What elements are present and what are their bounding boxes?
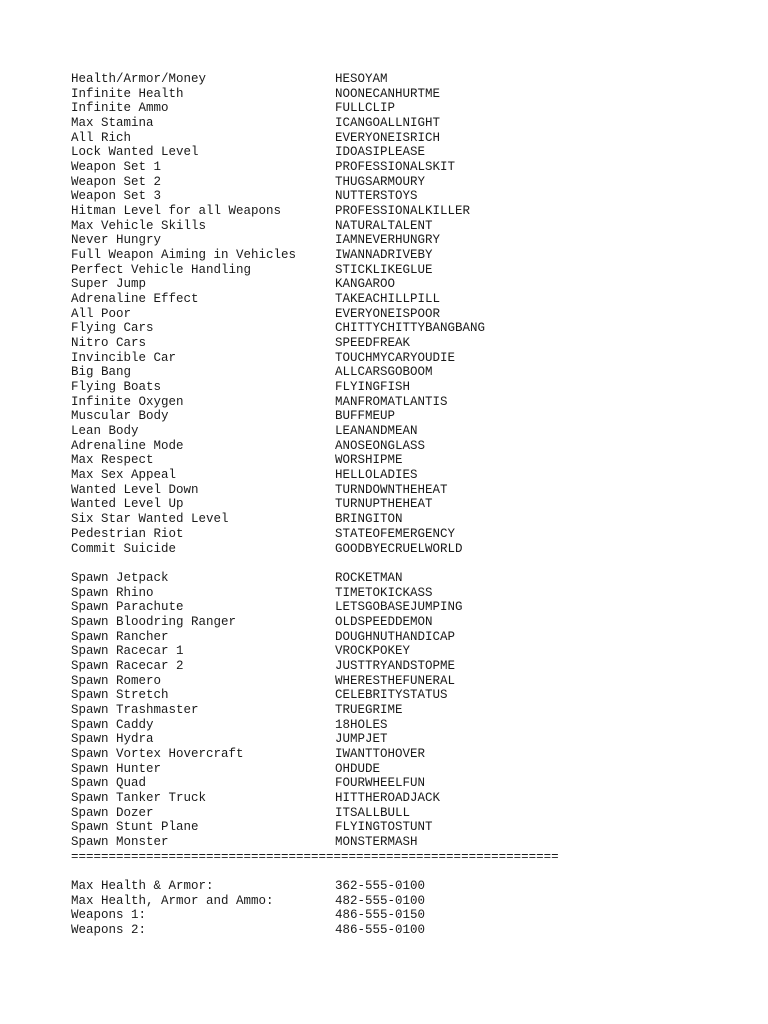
spawn-row xyxy=(71,776,711,791)
cheat-row-label: Max Vehicle Skills xyxy=(71,218,207,233)
cheat-row xyxy=(71,321,711,336)
cheat-row xyxy=(71,424,711,439)
phone-code-row xyxy=(71,923,711,938)
cheat-row xyxy=(71,101,711,116)
cheat-row xyxy=(71,87,711,102)
spawn-row-code: FLYINGTOSTUNT xyxy=(335,820,433,835)
spawn-row-code: JUMPJET xyxy=(335,732,388,747)
cheat-row-label: Flying Boats xyxy=(71,380,162,395)
cheat-row xyxy=(71,307,711,322)
phone-code-row xyxy=(71,908,711,923)
cheat-row-code: NOONECANHURTME xyxy=(335,86,441,101)
cheat-row-code: FULLCLIP xyxy=(335,101,396,116)
spawn-row xyxy=(71,571,711,586)
cheat-row xyxy=(71,512,711,527)
cheat-row-label: Lock Wanted Level xyxy=(71,145,199,160)
cheat-row-label: Big Bang xyxy=(71,365,132,380)
phone-code-row-label: Weapons 1: xyxy=(71,908,147,923)
cheat-row-label: Muscular Body xyxy=(71,409,169,424)
spawn-row-code: CELEBRITYSTATUS xyxy=(335,688,448,703)
cheat-row xyxy=(71,292,711,307)
spawn-row-label: Spawn Hydra xyxy=(71,732,154,747)
cheat-row-label: Hitman Level for all Weapons xyxy=(71,204,282,219)
cheat-row-code: HESOYAM xyxy=(335,72,388,86)
spawn-row-label: Spawn Vortex Hovercraft xyxy=(71,746,244,761)
cheat-row xyxy=(71,453,711,468)
cheat-row-code: FLYINGFISH xyxy=(335,380,411,395)
cheat-row xyxy=(71,468,711,483)
cheat-row-label: Infinite Oxygen xyxy=(71,394,184,409)
spawn-row-code: WHERESTHEFUNERAL xyxy=(335,673,456,688)
spawn-row-label: Spawn Caddy xyxy=(71,717,154,732)
cheat-row xyxy=(71,72,711,87)
cheat-row xyxy=(71,263,711,278)
cheat-row-label: Infinite Ammo xyxy=(71,101,169,116)
cheat-row-label: Nitro Cars xyxy=(71,336,147,351)
spawn-row-code: MONSTERMASH xyxy=(335,834,418,849)
cheat-row xyxy=(71,351,711,366)
spawn-row-code: FOURWHEELFUN xyxy=(335,776,426,791)
cheat-row-label: All Rich xyxy=(71,130,132,145)
cheat-row xyxy=(71,542,711,557)
cheat-row xyxy=(71,145,711,160)
spawn-row-label: Spawn Hunter xyxy=(71,761,162,776)
phone-code-row-label: Max Health, Armor and Ammo: xyxy=(71,893,274,908)
spawn-row xyxy=(71,586,711,601)
spawn-row-label: Spawn Racecar 1 xyxy=(71,644,184,659)
cheat-row-label: Never Hungry xyxy=(71,233,162,248)
cheat-row-code: STATEOFEMERGENCY xyxy=(335,526,456,541)
divider-line: ================================================================= xyxy=(71,849,559,864)
cheat-row-code: IAMNEVERHUNGRY xyxy=(335,233,441,248)
cheat-row-label: Weapon Set 2 xyxy=(71,174,162,189)
cheat-row-code: NATURALTALENT xyxy=(335,218,433,233)
spawn-row-label: Spawn Romero xyxy=(71,673,162,688)
phone-code-row xyxy=(71,879,711,894)
cheat-row-label: Max Sex Appeal xyxy=(71,468,177,483)
cheat-row xyxy=(71,497,711,512)
phone-code-row-code: 486-555-0150 xyxy=(335,908,426,923)
cheat-row-label: Pedestrian Riot xyxy=(71,526,184,541)
phone-code-row-code: 482-555-0100 xyxy=(335,893,426,908)
spawn-row xyxy=(71,747,711,762)
cheat-row-label: Wanted Level Up xyxy=(71,497,184,512)
spawn-row-label: Spawn Tanker Truck xyxy=(71,790,207,805)
spawn-row-code: VROCKPOKEY xyxy=(335,644,411,659)
cheat-row-code: IWANNADRIVEBY xyxy=(335,248,433,263)
cheat-row xyxy=(71,189,711,204)
phone-code-row xyxy=(71,894,711,909)
cheat-row-code: BRINGITON xyxy=(335,512,403,527)
spawn-row xyxy=(71,630,711,645)
cheat-row-code: EVERYONEISRICH xyxy=(335,130,441,145)
spawn-row-label: Spawn Monster xyxy=(71,834,169,849)
cheat-row-label: Invincible Car xyxy=(71,350,177,365)
cheat-row-code: ALLCARSGOBOOM xyxy=(335,365,433,380)
spawn-row-code: OLDSPEEDDEMON xyxy=(335,614,433,629)
cheat-row-label: Commit Suicide xyxy=(71,541,177,556)
cheat-row xyxy=(71,336,711,351)
cheat-row xyxy=(71,409,711,424)
cheat-row xyxy=(71,248,711,263)
cheat-row-label: Super Jump xyxy=(71,277,147,292)
spawn-row-label: Spawn Rhino xyxy=(71,585,154,600)
cheat-row xyxy=(71,380,711,395)
cheat-row xyxy=(71,219,711,234)
spawn-list xyxy=(71,571,711,850)
cheat-row xyxy=(71,233,711,248)
spawn-row-label: Spawn Bloodring Ranger xyxy=(71,614,237,629)
cheat-row-code: MANFROMATLANTIS xyxy=(335,394,448,409)
spawn-row xyxy=(71,820,711,835)
spawn-row xyxy=(71,615,711,630)
spawn-row-code: DOUGHNUTHANDICAP xyxy=(335,629,456,644)
spawn-row-label: Spawn Dozer xyxy=(71,805,154,820)
cheat-row-code: PROFESSIONALSKIT xyxy=(335,160,456,175)
cheat-code-document xyxy=(71,72,711,938)
spawn-row-label: Spawn Rancher xyxy=(71,629,169,644)
phone-code-row-code: 362-555-0100 xyxy=(335,878,426,893)
phone-code-row-code: 486-555-0100 xyxy=(335,922,426,937)
cheat-row-code: GOODBYECRUELWORLD xyxy=(335,541,463,556)
spawn-row-label: Spawn Trashmaster xyxy=(71,702,199,717)
cheat-row-code: PROFESSIONALKILLER xyxy=(335,204,471,219)
cheat-row-code: TOUCHMYCARYOUDIE xyxy=(335,350,456,365)
cheat-row-label: Flying Cars xyxy=(71,321,154,336)
cheat-row xyxy=(71,395,711,410)
cheat-row-code: TURNDOWNTHEHEAT xyxy=(335,482,448,497)
spawn-row xyxy=(71,674,711,689)
spawn-row-code: TIMETOKICKASS xyxy=(335,585,433,600)
cheat-row-code: KANGAROO xyxy=(335,277,396,292)
spawn-row-code: ITSALLBULL xyxy=(335,805,411,820)
spawn-row-code: OHDUDE xyxy=(335,761,381,776)
cheat-row-label: Health/Armor/Money xyxy=(71,72,207,86)
cheat-row-code: EVERYONEISPOOR xyxy=(335,306,441,321)
cheat-row-code: TAKEACHILLPILL xyxy=(335,292,441,307)
cheat-row-code: WORSHIPME xyxy=(335,453,403,468)
cheat-row xyxy=(71,175,711,190)
spawn-row-label: Spawn Parachute xyxy=(71,600,184,615)
cheat-row xyxy=(71,439,711,454)
spawn-row-label: Spawn Stretch xyxy=(71,688,169,703)
cheat-row xyxy=(71,204,711,219)
cheat-row-code: STICKLIKEGLUE xyxy=(335,262,433,277)
cheat-row-code: HELLOLADIES xyxy=(335,468,418,483)
cheat-row-label: Weapon Set 3 xyxy=(71,189,162,204)
cheat-row-label: Perfect Vehicle Handling xyxy=(71,262,252,277)
cheat-row xyxy=(71,483,711,498)
spawn-row xyxy=(71,791,711,806)
cheat-list xyxy=(71,72,711,556)
spawn-row-label: Spawn Jetpack xyxy=(71,570,169,585)
cheat-row-code: IDOASIPLEASE xyxy=(335,145,426,160)
cheat-row-label: Max Stamina xyxy=(71,116,154,131)
cheat-row xyxy=(71,277,711,292)
spawn-row xyxy=(71,732,711,747)
cheat-row-label: Adrenaline Mode xyxy=(71,438,184,453)
spawn-row xyxy=(71,659,711,674)
cheat-row-label: Full Weapon Aiming in Vehicles xyxy=(71,248,297,263)
section-gap xyxy=(71,556,711,571)
spawn-row xyxy=(71,600,711,615)
cheat-row-code: CHITTYCHITTYBANGBANG xyxy=(335,321,486,336)
spawn-row xyxy=(71,835,711,850)
cheat-row xyxy=(71,160,711,175)
spawn-row-code: IWANTTOHOVER xyxy=(335,746,426,761)
cheat-row-label: Infinite Health xyxy=(71,86,184,101)
cheat-row-code: NUTTERSTOYS xyxy=(335,189,418,204)
cheat-row xyxy=(71,365,711,380)
spawn-row-code: JUSTTRYANDSTOPME xyxy=(335,658,456,673)
cheat-row-label: Max Respect xyxy=(71,453,154,468)
cheat-row xyxy=(71,527,711,542)
cheat-row xyxy=(71,131,711,146)
cheat-row-code: TURNUPTHEHEAT xyxy=(335,497,433,512)
cheat-row-label: Six Star Wanted Level xyxy=(71,512,229,527)
cheat-row-code: LEANANDMEAN xyxy=(335,424,418,439)
spawn-row-label: Spawn Quad xyxy=(71,776,147,791)
spawn-row xyxy=(71,703,711,718)
spawn-row-code: HITTHEROADJACK xyxy=(335,790,441,805)
spawn-row xyxy=(71,806,711,821)
cheat-row-code: SPEEDFREAK xyxy=(335,336,411,351)
cheat-row-label: Adrenaline Effect xyxy=(71,292,199,307)
cheat-row-label: Wanted Level Down xyxy=(71,482,199,497)
cheat-row-label: Lean Body xyxy=(71,424,139,439)
spawn-row xyxy=(71,644,711,659)
cheat-row-label: Weapon Set 1 xyxy=(71,160,162,175)
spawn-row-code: ROCKETMAN xyxy=(335,570,403,585)
cheat-row-code: BUFFMEUP xyxy=(335,409,396,424)
cheat-row-label: All Poor xyxy=(71,306,132,321)
spawn-row-code: TRUEGRIME xyxy=(335,702,403,717)
cheat-row xyxy=(71,116,711,131)
phone-code-row-label: Weapons 2: xyxy=(71,922,147,937)
spawn-row-code: 18HOLES xyxy=(335,717,388,732)
spawn-row-code: LETSGOBASEJUMPING xyxy=(335,600,463,615)
spawn-row xyxy=(71,718,711,733)
section-gap xyxy=(71,864,711,879)
spawn-row-label: Spawn Racecar 2 xyxy=(71,658,184,673)
cheat-row-code: ANOSEONGLASS xyxy=(335,438,426,453)
spawn-row-label: Spawn Stunt Plane xyxy=(71,820,199,835)
cheat-row-code: THUGSARMOURY xyxy=(335,174,426,189)
spawn-row xyxy=(71,688,711,703)
cheat-row-code: ICANGOALLNIGHT xyxy=(335,116,441,131)
spawn-row xyxy=(71,762,711,777)
phone-code-row-label: Max Health & Armor: xyxy=(71,878,214,893)
phone-code-list xyxy=(71,879,711,938)
